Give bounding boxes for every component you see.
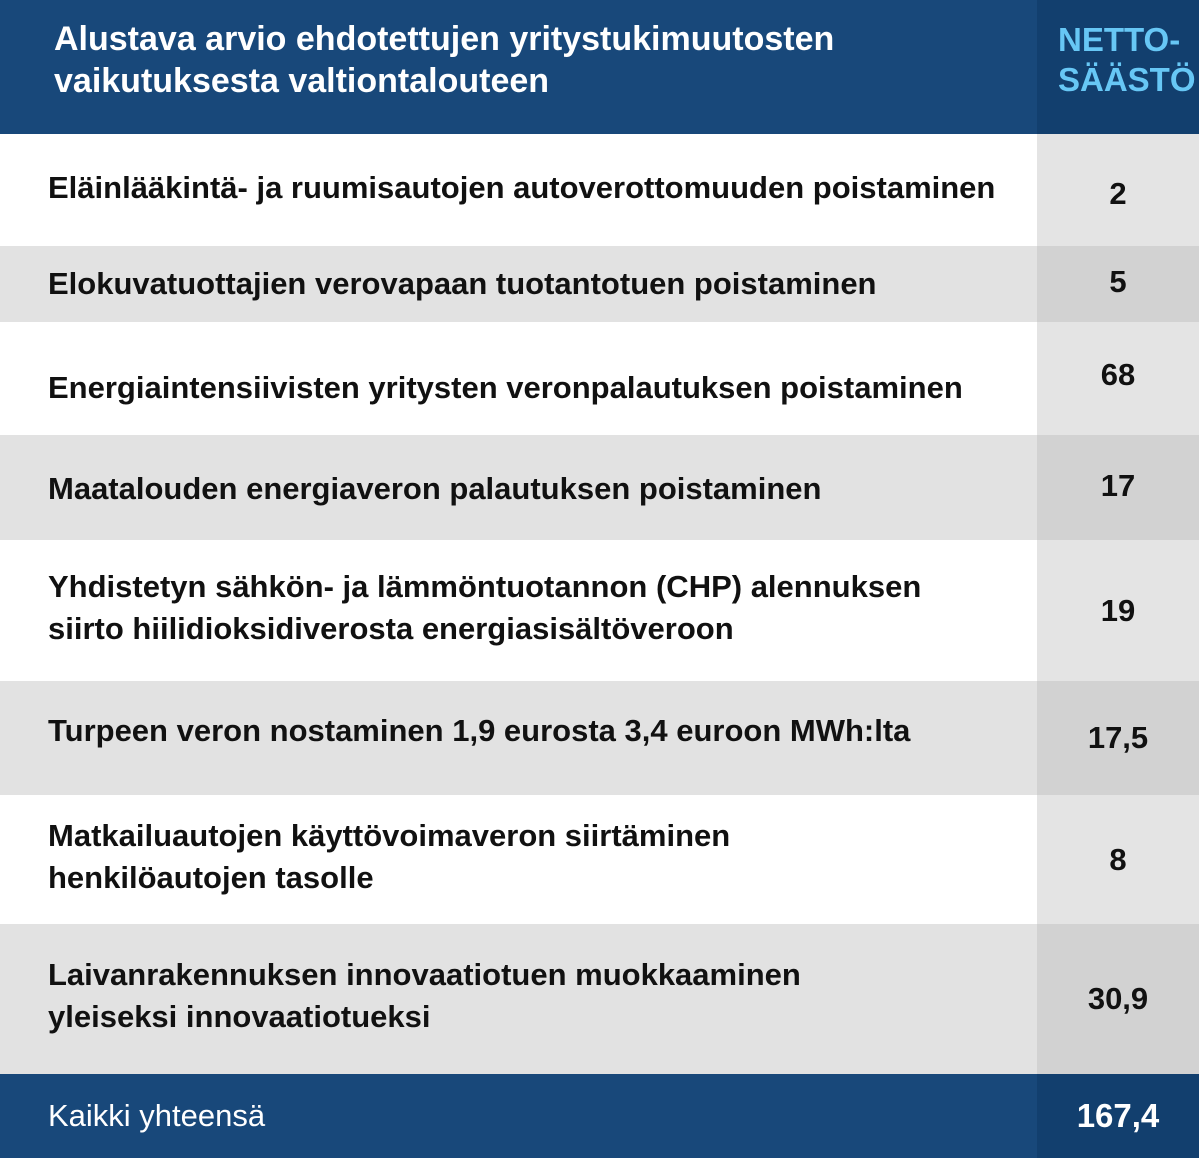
row-label: Matkailuautojen käyttövoimaveron siirtäminen henkilöautojen tasolle (48, 817, 731, 895)
row-label: Maatalouden energiaveron palautuksen poistaminen (48, 470, 822, 506)
table-row (0, 322, 1199, 435)
row-label-cell (0, 540, 1037, 681)
table-footer (0, 1074, 1199, 1158)
table-header (0, 0, 1199, 134)
row-value: 2 (1109, 176, 1127, 211)
table-row (0, 924, 1199, 1074)
value-heading: NETTO-SÄÄSTÖ (1058, 21, 1196, 98)
total-value-cell (1037, 1074, 1199, 1158)
row-label-cell (0, 924, 1037, 1074)
table-title-cell (0, 0, 1037, 134)
row-value: 68 (1100, 356, 1136, 392)
row-label-cell (0, 795, 1037, 924)
value-heading-cell (1037, 0, 1199, 134)
row-label: Eläinlääkintä- ja ruumisautojen autoverottomuuden poistaminen (48, 170, 996, 205)
row-value-cell (1037, 540, 1199, 681)
row-value: 19 (1100, 592, 1136, 628)
total-label: Kaikki yhteensä (48, 1098, 266, 1133)
row-value-cell (1037, 435, 1199, 540)
row-label-cell (0, 681, 1037, 795)
table-row (0, 795, 1199, 924)
row-value-cell (1037, 795, 1199, 924)
row-label-cell (0, 134, 1037, 246)
row-value: 5 (1109, 264, 1127, 299)
row-label-cell (0, 246, 1037, 322)
row-label-cell (0, 322, 1037, 435)
row-label: Elokuvatuottajien verovapaan tuotantotuen poistaminen (48, 266, 877, 301)
row-label-cell (0, 435, 1037, 540)
row-value: 17 (1100, 467, 1136, 503)
row-label: Energiaintensiivisten yritysten veronpalautuksen poistaminen (48, 369, 963, 405)
table-row (0, 435, 1199, 540)
row-label: Laivanrakennuksen innovaatiotuen muokkaaminen yleiseksi innovaatiotueksi (48, 957, 801, 1034)
row-label: Turpeen veron nostaminen 1,9 eurosta 3,4 euroon MWh:lta (48, 713, 911, 748)
row-value: 17,5 (1087, 720, 1149, 755)
table-row (0, 134, 1199, 246)
row-value-cell (1037, 134, 1199, 246)
table-row (0, 246, 1199, 322)
table-title: Alustava arvio ehdotettujen yritystukimuutosten vaikutuksesta valtiontalouteen (54, 20, 835, 100)
row-value: 30,9 (1087, 981, 1149, 1016)
row-label: Yhdistetyn sähkön- ja lämmöntuotannon (CHP) alennuksen siirto hiilidioksidiverosta energiasisältöveroon (48, 568, 922, 646)
row-value: 8 (1109, 841, 1127, 877)
table-row (0, 681, 1199, 795)
table-row (0, 540, 1199, 681)
total-label-cell (0, 1074, 1037, 1158)
row-value-cell (1037, 924, 1199, 1074)
row-value-cell (1037, 681, 1199, 795)
row-value-cell (1037, 246, 1199, 322)
total-value: 167,4 (1076, 1097, 1160, 1134)
row-value-cell (1037, 322, 1199, 435)
